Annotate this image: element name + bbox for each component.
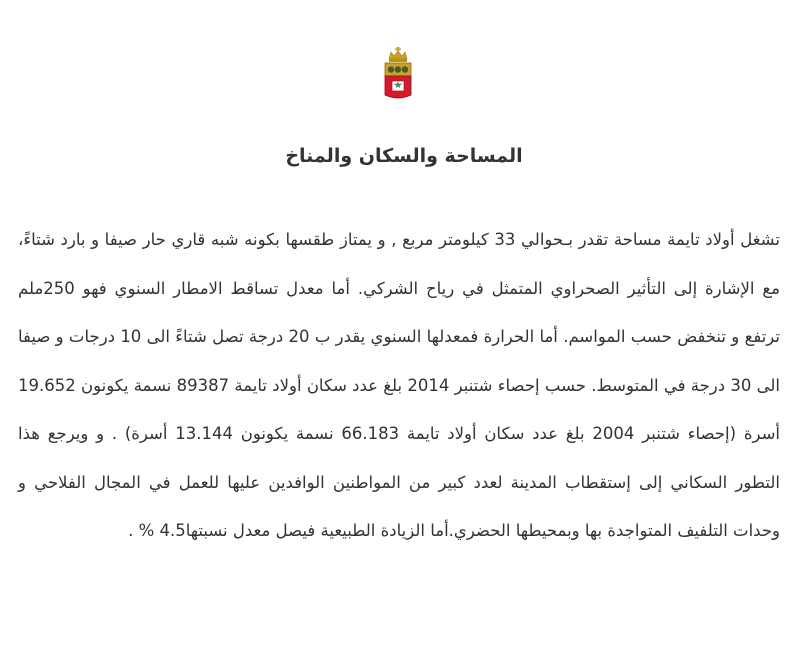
body-paragraph: تشغل أولاد تايمة مساحة تقدر بـحوالي 33 كيلومتر مربع , و يمتاز طقسها بكونه شبه قاري حار صيفا و بارد شتاءً، مع الإشارة إلى التأثير الصحراوي المتمثل في رياح الشركي. أما معدل تساقط الامطار السنوي فهو 250ملم ترتفع و تنخفض حسب المواسم. أما الحرارة فمعدلها السنوي يقدر ب 20 درجة تصل شتاءً الى 10 درجات و صيفا الى 30 درجة في المتوسط. حسب إحصاء شتنبر 2014 بلغ عدد سكان أولاد تايمة 89387 نسمة يكونون 19.652 أسرة (إحصاء شتنبر 2004 بلغ عدد سكان أولاد تايمة 66.183 نسمة يكونون 13.144 أسرة) . و ويرجع هذا التطور السكاني إلى إستقطاب المدينة لعدد كبير من المواطنين الوافدين عليها للعمل في المجال الفلاحي و وحدات التلفيف المتواجدة بها وبمحيطها الحضري.أما الزيادة الطبيعية فيصل معدل نسبتها4.5 % . (18, 230, 781, 540)
crown-emblem-icon (383, 47, 413, 101)
shield-upper (385, 63, 411, 76)
page-title: المساحة والسكان والمناخ (285, 145, 523, 167)
shield-lower (385, 76, 411, 98)
crown-icon (389, 47, 407, 62)
